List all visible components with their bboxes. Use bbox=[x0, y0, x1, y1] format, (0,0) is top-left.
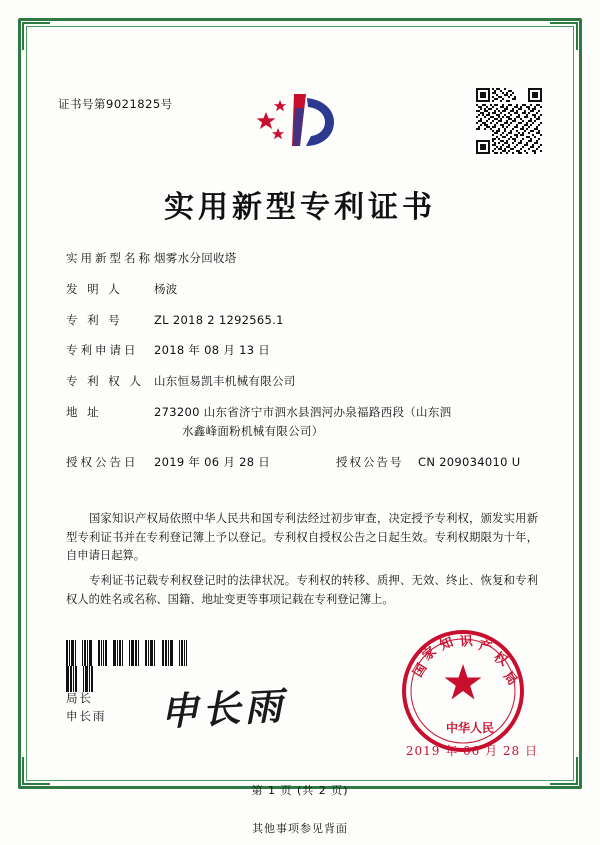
field-value: 烟雾水分回收塔 bbox=[154, 251, 237, 265]
field-value: 杨波 bbox=[154, 281, 178, 296]
certificate-number: 证书号第9021825号 bbox=[58, 97, 173, 111]
svg-text:家: 家 bbox=[419, 644, 440, 665]
field-grant-announcement bbox=[66, 456, 534, 470]
handwritten-signature: 申长雨 bbox=[159, 682, 288, 735]
field-value-group bbox=[154, 456, 534, 470]
field-value bbox=[154, 406, 534, 439]
border-corner-bottom-right bbox=[550, 757, 578, 785]
qr-code bbox=[476, 88, 542, 154]
official-seal bbox=[400, 628, 526, 754]
grant-number-label: 授权公告号 bbox=[336, 454, 404, 469]
grant-date-value: 2019 年 06 月 28 日 bbox=[154, 454, 271, 469]
field-label: 专 利 号 bbox=[66, 312, 123, 327]
field-patent-number bbox=[66, 314, 534, 328]
certificate-fields bbox=[66, 252, 534, 486]
field-label: 授权公告日 bbox=[66, 454, 139, 469]
svg-text:权: 权 bbox=[490, 649, 510, 670]
svg-text:产: 产 bbox=[477, 638, 494, 657]
border-corner-top-right bbox=[550, 22, 578, 50]
page-number: 第 1 页 (共 2 页) bbox=[251, 784, 349, 797]
barcode bbox=[66, 640, 194, 666]
field-label: 专利申请日 bbox=[66, 343, 139, 358]
director-title: 局长 bbox=[66, 691, 93, 705]
director-label bbox=[66, 690, 107, 726]
field-label: 实用新型名称 bbox=[66, 251, 153, 265]
field-utility-model-name bbox=[66, 252, 534, 266]
svg-text:知: 知 bbox=[437, 634, 456, 654]
paragraph-2: 专利证书记载专利权登记时的法律状况。专利权的转移、质押、无效、终止、恢复和专利权人的姓名或名称、国籍、地址变更等事项记载在专利登记簿上。 bbox=[66, 573, 538, 606]
field-value-line1: 273200 山东省济宁市泗水县泗河办泉福路西段（山东泗 bbox=[154, 404, 452, 419]
legal-text-block bbox=[66, 510, 538, 615]
field-patentee bbox=[66, 375, 534, 389]
director-name: 申长雨 bbox=[66, 708, 107, 723]
svg-text:国: 国 bbox=[410, 661, 431, 681]
field-value: 山东恒易凯丰机械有限公司 bbox=[154, 374, 296, 389]
border-corner-bottom-left bbox=[22, 757, 50, 785]
border-corner-top-left bbox=[22, 22, 50, 50]
seal-date: 2019 年 06 月 28 日 bbox=[405, 744, 538, 758]
field-value-line2: 水鑫峰面粉机械有限公司） bbox=[182, 423, 324, 438]
field-value: ZL 2018 2 1292565.1 bbox=[154, 312, 284, 327]
svg-text:识: 识 bbox=[459, 634, 474, 650]
page-title: 实用新型专利证书 bbox=[164, 190, 436, 225]
field-label: 发 明 人 bbox=[66, 281, 123, 296]
field-application-date bbox=[66, 344, 534, 358]
grant-number-value: CN 209034010 U bbox=[418, 454, 521, 469]
patent-office-sail-logo bbox=[254, 84, 346, 156]
svg-text:中华人民: 中华人民 bbox=[446, 721, 495, 735]
field-address bbox=[66, 406, 534, 439]
field-value: 2018 年 08 月 13 日 bbox=[154, 343, 271, 358]
field-label: 专 利 权 人 bbox=[66, 374, 144, 389]
footer-note: 其他事项参见背面 bbox=[252, 822, 348, 835]
field-inventor bbox=[66, 283, 534, 297]
field-label: 地 址 bbox=[66, 404, 102, 419]
svg-text:局: 局 bbox=[499, 668, 520, 689]
paragraph-1: 国家知识产权局依照中华人民共和国专利法经过初步审查，决定授予专利权，颁发实用新型专利证书并在专利登记簿上予以登记。专利权自授权公告之日起生效。专利权期限为十年，自申请日起算。 bbox=[66, 512, 538, 563]
